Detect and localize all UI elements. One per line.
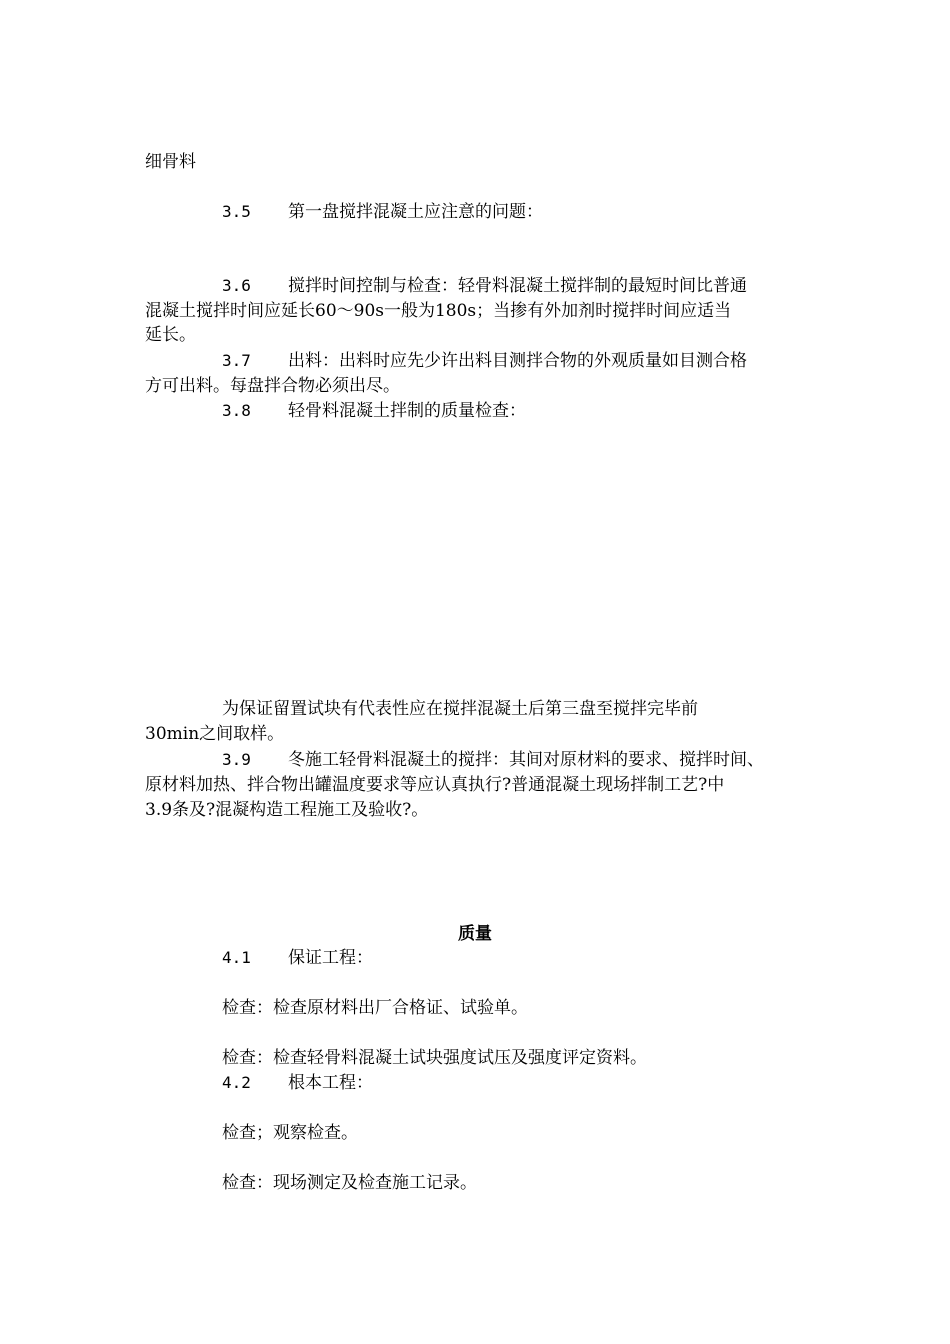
section-3-9-line-2: 原材料加热、拌合物出罐温度要求等应认真执行?普通混凝土现场拌制工艺?中 (145, 775, 725, 795)
section-text: 根本工程： (288, 1073, 373, 1093)
section-3-8 (222, 399, 526, 423)
section-4-2 (222, 1071, 373, 1095)
sampling-line-2: 30min之间取样。 (145, 724, 285, 744)
section-text: 保证工程： (288, 948, 373, 968)
section-3-6-line-2: 混凝土搅拌时间应延长60～90s一般为180s；当掺有外加剂时搅拌时间应适当 (145, 301, 732, 321)
sampling-line-1: 为保证留置试块有代表性应在搅拌混凝土后第三盘至搅拌完毕前 (222, 699, 698, 719)
section-3-7-line-2: 方可出料。每盘拌合物必须出尽。 (145, 376, 400, 396)
section-3-5 (222, 200, 543, 224)
section-number: 4.1 (222, 948, 251, 967)
section-text: 出料：出料时应先少许出料目测拌合物的外观质量如目测合格 (288, 351, 747, 371)
section-3-9-line-1 (222, 748, 764, 772)
section-text: 第一盘搅拌混凝土应注意的问题： (288, 202, 543, 222)
section-number: 3.6 (222, 276, 251, 295)
fine-aggregate-label: 细骨料 (145, 152, 196, 172)
section-text: 搅拌时间控制与检查：轻骨料混凝土搅拌制的最短时间比普通 (288, 276, 747, 296)
check-item-2: 检查：检查轻骨料混凝土试块强度试压及强度评定资料。 (222, 1048, 647, 1068)
quality-heading: 质量 (458, 924, 492, 944)
section-text: 轻骨料混凝土拌制的质量检查： (288, 401, 526, 421)
section-number: 3.7 (222, 351, 251, 370)
section-3-6-line-1 (222, 274, 747, 298)
check-item-1: 检查：检查原材料出厂合格证、试验单。 (222, 998, 528, 1018)
check-item-4: 检查：现场测定及检查施工记录。 (222, 1173, 477, 1193)
check-item-3: 检查；观察检查。 (222, 1123, 358, 1143)
section-3-7-line-1 (222, 349, 747, 373)
section-4-1 (222, 946, 373, 970)
section-3-9-line-3: 3.9条及?混凝构造工程施工及验收?。 (145, 800, 429, 820)
section-number: 4.2 (222, 1073, 251, 1092)
section-3-6-line-3: 延长。 (145, 325, 196, 345)
section-number: 3.9 (222, 750, 251, 769)
section-text: 冬施工轻骨料混凝土的搅拌：其间对原材料的要求、搅拌时间、 (288, 750, 764, 770)
section-number: 3.5 (222, 202, 251, 221)
section-number: 3.8 (222, 401, 251, 420)
